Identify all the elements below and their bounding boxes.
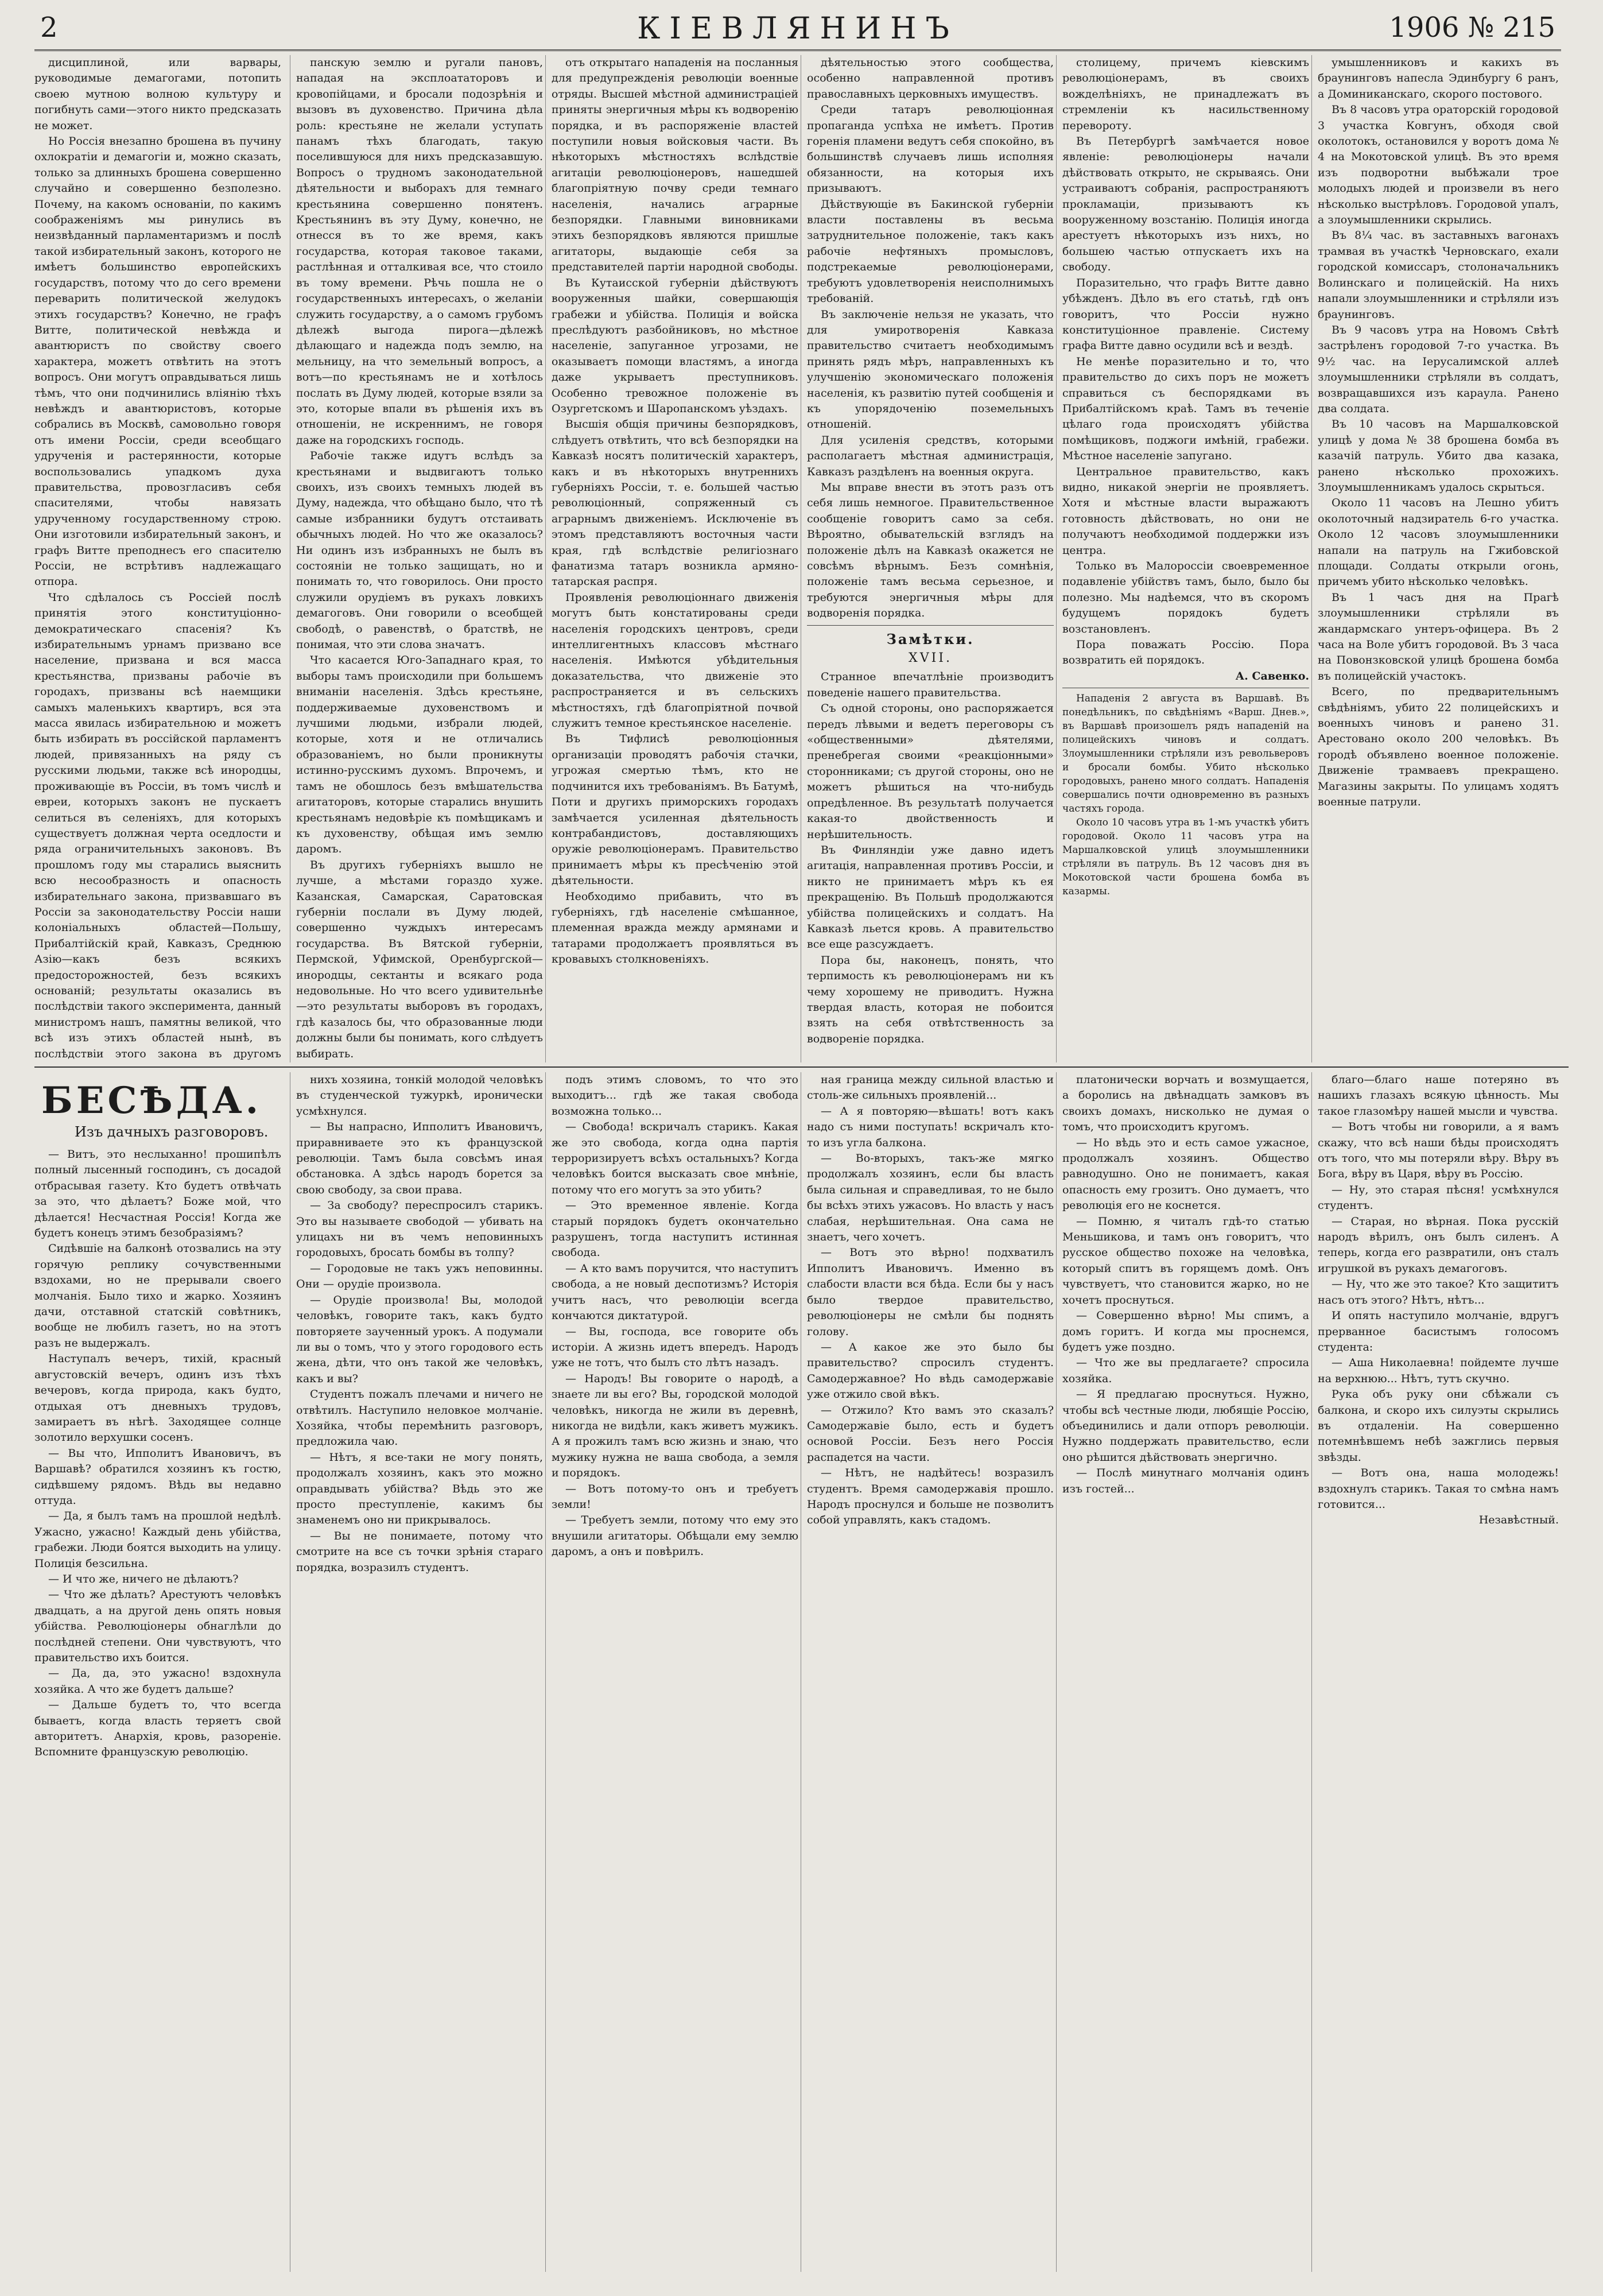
paragraph: Необходимо прибавить, что въ губерніяхъ, гдѣ населеніе смѣшанное, племенная вражда между армянами и татарами продолжаетъ проявляться въ кровавыхъ столкновеніяхъ.	[552, 890, 798, 966]
paragraph: Только въ Малороссіи своевременное подавленіе убійствъ тамъ, было, было бы полезно. Мы надѣемся, что въ скоромъ будущемъ порядокъ будетъ возстановленъ.	[1062, 560, 1309, 635]
author-signature: Незавѣстный.	[1478, 1514, 1559, 1527]
paragraph: Въ Финляндіи уже давно идетъ агитація, направленная противъ Россіи, и никто не принимаетъ мѣръ къ ея прекращенію. Въ Польшѣ продолжаются убійства полицейскихъ и солдатъ. На Кавказѣ льется кровь. А правительство все еще разсуждаетъ.	[807, 843, 1054, 951]
paragraph: — Вотъ чтобы ни говорили, а я вамъ скажу, что всѣ наши бѣды происходятъ отъ того, что мы потеряли вѣру. Вѣру въ Бога, вѣру въ Царя, вѣру въ Россію.	[1318, 1120, 1559, 1181]
paragraph: — Вы напрасно, Ипполитъ Ивановичъ, приравниваете это къ французской революціи. Тамъ была совсѣмъ иная обстановка. А здѣсь народъ борется за свою свободу, за свои права.	[296, 1120, 543, 1196]
paragraph: дѣятельностью этого сообщества, особенно направленной противъ православныхъ церковныхъ имуществъ.	[807, 56, 1054, 100]
paragraph: — Совершенно вѣрно! Мы спимъ, а домъ горитъ. И когда мы проснемся, будетъ уже поздно.	[1062, 1309, 1309, 1353]
paragraph: отъ открытаго нападенія на посланныя для предупрежденія революціи военные отряды. Высшей мѣстной администраціей приняты энергичныя мѣры къ водворенію порядка, и въ распоряженіе властей поступили новыя войсковыя части. Въ нѣкоторыхъ мѣстностяхъ вслѣдствіе агитаціи революціонеровъ, нашедшей благопріятную почву среди темнаго населенія, начались аграрные безпорядки. Главными виновниками этихъ безпорядковъ являются пришлые агитаторы, выдающіе себя за представителей партіи народной свободы.	[552, 56, 798, 274]
paragraph: — Отжило? Кто вамъ это сказалъ? Самодержавіе было, есть и будетъ основой Россіи. Безъ него Россія распадется на части.	[807, 1403, 1054, 1464]
notice-paragraph: Около 10 часовъ утра въ 1-мъ участкѣ убитъ городовой. Около 11 часовъ утра на Маршалковской улицѣ злоумышленники стрѣляли въ патруль. Въ 12 часовъ дня въ Мокотовской части брошена бомба въ казармы.	[1062, 817, 1309, 898]
paragraph: — Народъ! Вы говорите о народѣ, а знаете ли вы его? Вы, городской молодой человѣкъ, никогда не жили въ деревнѣ, никогда не видѣли, какъ живетъ мужикъ. А я прожилъ тамъ всю жизнь и знаю, что мужику нужна не ваша свобода, а земля и порядокъ.	[552, 1372, 798, 1480]
paragraph: умышленниковъ и какихъ въ браунинговъ напесла Эдинбургу 6 ранъ, а Доминиканскаго, скорого постового.	[1318, 56, 1559, 100]
paragraph: Для усиленія средствъ, которыми располагаетъ мѣстная администрація, Кавказъ раздѣленъ на военныя округа.	[807, 433, 1054, 478]
paragraph: — Ну, что же это такое? Кто защититъ насъ отъ этого? Нѣтъ, нѣтъ...	[1318, 1278, 1559, 1306]
paragraph: — За свободу? переспросилъ старикъ. Это вы называете свободой — убивать на улицахъ ни въ чемъ неповинныхъ городовыхъ, бросать бомбы въ толпу?	[296, 1199, 543, 1259]
paragraph: Въ Петербургѣ замѣчается новое явленіе: революціонеры начали дѣйствовать открыто, не скрываясь. Они устраиваютъ собранія, распространяютъ прокламаціи, призываютъ къ вооруженному возстанію. Полиція иногда арестуетъ нѣкоторыхъ изъ нихъ, но большею частью отпускаетъ ихъ на свободу.	[1062, 135, 1309, 274]
paragraph: — Свобода! вскричалъ старикъ. Какая же это свобода, когда одна партія терроризируетъ всѣхъ остальныхъ? Когда человѣкъ боится высказать свое мнѣніе, потому что его могутъ за это убить?	[552, 1120, 798, 1196]
paragraph: Среди татаръ революціонная пропаганда успѣха не имѣетъ. Против горенія пламени ведутъ себя спокойно, въ большинствѣ случаевъ лишь исполняя обязанности, на которыя ихъ призываютъ.	[807, 103, 1054, 195]
paragraph: Рука объ руку они сбѣжали съ балкона, и скоро ихъ силуэты скрылись въ отдаленіи. На совершенно потемнѣвшемъ небѣ зажглись первыя звѣзды.	[1318, 1388, 1559, 1464]
feuilleton-title: БЕСѢДА.	[41, 1079, 262, 1122]
paragraph: — Нѣтъ, не надѣйтесь! возразилъ студентъ. Время самодержавія прошло. Народъ проснулся и больше не позволитъ собой управлять, какъ стадомъ.	[807, 1467, 1054, 1527]
newspaper-header	[34, 11, 1561, 51]
paragraph: Мы вправе внести въ этотъ разъ отъ себя лишь немногое. Правительственное сообщеніе говоритъ само за себя. Вѣроятно, обывательскій взглядъ на положеніе дѣлъ на Кавказѣ окажется не совсѣмъ вѣрнымъ. Безъ сомнѣнія, положеніе тамъ весьма серьезное, и требуются энергичныя мѣры для водворенія порядка.	[807, 480, 1054, 620]
paragraph: панскую землю и ругали пановъ, нападая на эксплоататоровъ и кровопійцами, и бросали подозрѣнія и вызовъ въ духовенство. Причина дѣла роль: крестьяне не желали уступать панамъ тѣхъ благодать, такую поселившуюся для нихъ предсказавшую. Вопросъ о трудномъ законодательной дѣятельности и выборахъ для темнаго крестьянина совершенно понятенъ. Крестьянинъ въ эту Думу, конечно, не отнесся въ то же время, какъ государства, которая таковое таками, растлѣнная и отталкивая все, что стоило въ тому времени. Рѣчь пошла не о государственныхъ интересахъ, о желаніи служить государству, а о самомъ грубомъ дѣлежѣ выгода пирога—дѣлежѣ дѣлающаго и надежда подъ землю, на мельницу, на что земельный вопросъ, а вотъ—по крестьянамъ не и хотѣлось послать въ Думу людей, которые взяли за это, которые впали въ рѣшенія ихъ въ отношеніи, не искреннимъ, не говоря даже на городскихъ господь.	[296, 56, 543, 447]
paragraph: — И что же, ничего не дѣлаютъ?	[48, 1572, 239, 1585]
paragraph: Въ 8¼ час. въ заставныхъ вагонахъ трамвая въ участкѣ Черновскаго, ехали городской комиссаръ, столоначальникъ Волинскаго и полицейскій. На нихъ напали злоумышленники и стрѣляли изъ браунинговъ.	[1318, 229, 1559, 321]
paragraph: — Вотъ она, наша молодежь! вздохнулъ старикъ. Такая то смѣна намъ готовится...	[1318, 1467, 1559, 1511]
paragraph: — Нѣтъ, я все-таки не могу понять, продолжалъ хозяинъ, какъ это можно оправдывать убійства? Вѣдь это же просто преступленіе, какимъ бы знаменемъ оно ни прикрывалось.	[296, 1450, 543, 1527]
paragraph: Не менѣе поразительно и то, что правительство до сихъ поръ не можетъ справиться съ беспорядками въ Прибалтійскомъ краѣ. Тамъ въ теченіе цѣлаго года происходятъ убійства помѣщиковъ, поджоги имѣній, грабежи. Мѣстное населеніе запугано.	[1062, 355, 1309, 463]
feuilleton-column-1	[34, 1147, 281, 2272]
paragraph: — Послѣ минутнаго молчанія одинъ изъ гостей...	[1062, 1467, 1309, 1495]
paragraph: — Что же дѣлать? Арестуютъ человѣкъ двадцать, а на другой день опять новыя убійства. Революціонеры обнаглѣли до послѣдней степени. Они чувствуютъ, что правительство ихъ боится.	[34, 1588, 281, 1664]
paragraph: — Это временное явленіе. Когда старый порядокъ будетъ окончательно разрушенъ, тогда наступитъ истинная свобода.	[552, 1199, 798, 1259]
paragraph: Рабочіе также идутъ вслѣдъ за крестьянами и выдвигаютъ только своихъ, изъ своихъ темныхъ людей въ Думу, надежда, что обѣщано было, что тѣ самые избранники будутъ отстаивать обычныхъ людей. Но что же оказалось? Ни одинъ изъ избранныхъ не былъ въ состояніи не только защищать, но и понимать то, что говорилось. Они просто служили орудіемъ въ рукахъ ловкихъ демагоговъ. Они говорили о всеобщей свободѣ, о равенствѣ, о братствѣ, не понимая, что эти слова значатъ.	[296, 449, 543, 651]
paragraph: Дѣйствующіе въ Бакинской губерніи власти поставлены въ весьма затруднительное положеніе, такъ какъ рабочіе нефтяныхъ промысловъ, подстрекаемые революціонерами, требуютъ удовлетворенія неисполнимыхъ требованій.	[807, 197, 1054, 305]
paragraph: — А я повторяю—вѣшать! вотъ какъ надо съ ними поступать! вскричалъ кто-то изъ угла балкона.	[807, 1104, 1054, 1149]
paragraph: — Помню, я читалъ гдѣ-то статью Меньшикова, и тамъ онъ говоритъ, что русское общество похоже на человѣка, который спитъ въ горящемъ домѣ. Онъ чувствуетъ, что становится жарко, но не хочетъ проснуться.	[1062, 1215, 1309, 1306]
paragraph: Пора бы, наконецъ, понять, что терпимость къ революціонерамъ ни къ чему хорошему не приводитъ. Нужна твердая власть, которая не побоится взять на себя отвѣтственность за водвореніе порядка.	[807, 953, 1054, 1045]
paragraph: — Старая, но вѣрная. Пока русскій народъ вѣрилъ, онъ былъ силенъ. А теперь, когда его развратили, онъ сталъ игрушкой въ рукахъ демагоговъ.	[1318, 1215, 1559, 1275]
paragraph: И опять наступило молчаніе, вдругъ прерванное басистымъ голосомъ студента:	[1318, 1309, 1559, 1353]
paragraph: Въ Кутаисской губерніи дѣйствуютъ вооруженныя шайки, совершающія грабежи и убійства. Полиція и войска преслѣдуютъ разбойниковъ, но мѣстное населеніе, запуганное угрозами, не оказываетъ помощи властямъ, а иногда даже укрываетъ преступниковъ. Особенно тревожное положеніе въ Озургетскомъ и Шаропанскомъ уѣздахъ.	[552, 276, 798, 415]
issue-number: 1906 № 215	[1389, 11, 1555, 44]
paragraph: Въ другихъ губерніяхъ вышло не лучше, а мѣстами гораздо хуже. Казанская, Самарская, Саратовская губерніи послали въ Думу людей, совершенно чуждыхъ интересамъ государства. Въ Вятской губерніи, Пермской, Уфимской, Оренбургской—инородцы, сектанты и всякаго рода недовольные. Но что всего удивительнѣе—это результаты выборовъ въ городахъ, гдѣ казалось бы, что образованные люди должны были бы понимать, кого слѣдуетъ выбирать.	[296, 858, 543, 1060]
feuilleton-column-6	[1311, 1072, 1559, 2272]
paragraph: — Орудіе произвола! Вы, молодой человѣкъ, говорите такъ, какъ будто повторяете заученный урокъ. А подумали ли вы о томъ, что у этого городового есть жена, дѣти, что онъ такой же человѣкъ, какъ и вы?	[296, 1293, 543, 1385]
paragraph: — Что же вы предлагаете? спросила хозяйка.	[1062, 1356, 1309, 1385]
paragraph: Въ 8 часовъ утра ораторскій городовой 3 участка Ковгунъ, обходя свой околотокъ, остановился у воротъ дома № 4 на Мокотовской улицѣ. Въ это время изъ подворотни выбѣжали трое молодыхъ людей и произвели въ него нѣсколько выстрѣловъ. Городовой упалъ, а злоумышленники скрылись.	[1318, 103, 1559, 227]
paragraph: подъ этимъ словомъ, то что это выходитъ... гдѣ же такая свобода возможна только...	[552, 1073, 798, 1118]
paragraph: — Городовые не такъ ужъ неповинны. Они — орудіе произвола.	[296, 1262, 543, 1291]
feuilleton-column-3	[545, 1072, 798, 2272]
paragraph: Въ заключеніе нельзя не указать, что для умиротворенія Кавказа правительство считаетъ необходимымъ принять рядъ мѣръ, направленныхъ къ улучшенію экономическаго положенія населенія, къ развитію путей сообщенія и къ упорядоченію поземельныхъ отношеній.	[807, 308, 1054, 431]
paragraph: — Но вѣдь это и есть самое ужасное, продолжалъ хозяинъ. Общество равнодушно. Оно не понимаетъ, какая опасность ему грозитъ. Оно думаетъ, что революція его не коснется.	[1062, 1136, 1309, 1212]
column-2	[290, 55, 543, 1062]
paragraph: — А кто вамъ поручится, что наступитъ свобода, а не новый деспотизмъ? Исторія учитъ насъ, что революціи всегда кончаются диктатурой.	[552, 1262, 798, 1322]
paragraph: дисциплиной, или варвары, руководимые демагогами, потопить своею мутною волною культуру и погибнуть сами—этого никто предсказать не может.	[34, 56, 281, 132]
upper-columns	[34, 55, 1569, 1062]
paragraph: — Да, я былъ тамъ на прошлой недѣлѣ. Ужасно, ужасно! Каждый день убійства, грабежи. Люди боятся выходить на улицу. Полиція безсильна.	[34, 1510, 281, 1570]
paragraph: — Да, да, это ужасно! вздохнула хозяйка. А что же будетъ дальше?	[34, 1667, 281, 1696]
paragraph: Поразительно, что графъ Витте давно убѣжденъ. Дѣло въ его статьѣ, гдѣ онъ говоритъ, что Россіи нужно конституціонное правленіе. Систему графа Витте давно осудили всѣ и вездѣ.	[1062, 276, 1309, 352]
paragraph: Высшія общія причины безпорядковъ, слѣдуетъ отвѣтить, что всѣ безпорядки на Кавказѣ носятъ политическій характеръ, какъ и въ нѣкоторыхъ внутреннихъ губерніяхъ Россіи, т. е. большей частью революціонный, сопряженный съ аграрнымъ движеніемъ. Исключеніе въ этомъ представляютъ восточныя части края, гдѣ вслѣдствіе религіознаго фанатизма татаръ возникла армяно-татарская распря.	[552, 418, 798, 588]
paragraph: Съ одной стороны, оно распоряжается передъ лѣвыми и ведетъ переговоры съ «общественными» дѣятелями, пренебрегая своими «реакціонными» сторонниками; съ другой стороны, оно не можетъ рѣшиться на что-нибудь опредѣленное. Въ результатѣ получается какая-то двойственность и нерѣшительность.	[807, 702, 1054, 841]
paragraph: — Ну, это старая пѣсня! усмѣхнулся студентъ.	[1318, 1183, 1559, 1212]
paragraph: благо—благо наше потеряно въ нашихъ глазахъ всякую цѣнность. Мы такое глазомѣру нашей мысли и чувства.	[1318, 1073, 1559, 1118]
paragraph: Проявленія революціоннаго движенія могутъ быть констатированы среди населенія городскихъ центровъ, среди интеллигентныхъ классовъ мѣстнаго населенія. Имѣются убѣдительныя доказательства, что движеніе это распространяется и въ сельскихъ мѣстностяхъ, гдѣ благопріятной почвой служитъ темное крестьянское населеніе.	[552, 591, 798, 730]
paragraph: — Я предлагаю проснуться. Нужно, чтобы всѣ честные люди, любящіе Россію, объединились и дали отпоръ революціи. Нужно поддержать правительство, если оно рѣшится дѣйствовать энергично.	[1062, 1388, 1309, 1464]
paragraph: — Вотъ потому-то онъ и требуетъ земли!	[552, 1482, 798, 1511]
feuilleton-subtitle: Изъ дачныхъ разговоровъ.	[75, 1124, 269, 1140]
paragraph: Наступалъ вечеръ, тихій, красный августовскій вечеръ, одинъ изъ тѣхъ вечеровъ, когда природа, какъ будто, отдыхая отъ дневныхъ трудовъ, замираетъ въ нѣгѣ. Заходящее солнце золотило верхушки сосенъ.	[34, 1352, 281, 1444]
lower-columns	[34, 1072, 1569, 2278]
paragraph: Въ 10 часовъ на Маршалковской улицѣ у дома № 38 брошена бомба въ казачій патруль. Убито два казака, ранено нѣсколько прохожихъ. Злоумышленникамъ удалось скрыться.	[1318, 418, 1559, 494]
paragraph: Въ Тифлисѣ революціонныя организаціи проводятъ рабочія стачки, угрожая смертью тѣмъ, кто не подчинится ихъ требованіямъ. Въ Батумѣ, Поти и другихъ приморскихъ городахъ замѣчается усиленная дѣятельность контрабандистовъ, доставляющихъ оружіе революціонерамъ. Правительство принимаетъ мѣры къ пресѣченію этой дѣятельности.	[552, 732, 798, 887]
paragraph: Въ 1 часъ дня на Прагѣ злоумышленники стрѣляли въ жандармскаго унтеръ-офицера. Въ 2 часа на Воле убитъ городовой. Въ 3 часа на Повонзковской улицѣ брошена бомба въ полицейскій участокъ.	[1318, 591, 1559, 682]
paragraph: — А какое же это было бы правительство? спросилъ студентъ. Самодержавное? Но вѣдь самодержавіе уже отжило свой вѣкъ.	[807, 1340, 1054, 1401]
feuilleton-column-4	[801, 1072, 1054, 2272]
paragraph: Сидѣвшіе на балконѣ отозвались на эту горячую реплику сочувственными вздохами, но не прерывали своего молчанія. Было тихо и жарко. Хозяинъ дачи, отставной статскій совѣтникъ, вообще не любилъ газетъ, но на этотъ разъ не выдержалъ.	[34, 1242, 281, 1349]
paragraph: Но Россія внезапно брошена въ пучину охлократіи и демагогіи и, можно сказать, только за длинныхъ брошена совершенно случайно и совершенно безполезно. Почему, на какомъ основаніи, по какимъ соображеніямъ мы ринулись въ неизвѣданный парламентаризмъ и послѣ такой избирательный законъ, которого не имѣетъ большинство европейскихъ государствъ, потому что до сего времени переварить политической желудокъ этихъ государствъ? Конечно, не графъ Витте, политической невѣжда и авантюристъ по свойству своего характера, можетъ отвѣтить на этотъ вопросъ. Они могутъ оправдываться лишь тѣмъ, что они подчинились вліянію тѣхъ невѣждъ и авантюристовъ, которые собрались въ Москвѣ, самовольно говоря отъ имени Россіи, среди всеобщаго удрученія и растерянности, которые воспользовались упадкомъ духа правительства, провозгласивъ себя спасителями, чтобы навязать удрученному государственному строю. Они изготовили избирательный законъ, и графъ Витте преподнесъ его спасителю Россіи, не встрѣтивъ надлежащаго отпора.	[34, 135, 281, 588]
signature: А. Савенко.	[1235, 669, 1309, 682]
paragraph: Пора поважать Россію. Пора возвратить ей порядокъ.	[1062, 638, 1309, 667]
paragraph: столицему, причемъ кіевскимъ революціонерамъ, въ своихъ вожделѣніяхъ, не принадлежатъ въ стремленіи къ насильственному перевороту.	[1062, 56, 1309, 132]
column-6	[1311, 55, 1559, 1062]
paragraph: — Требуетъ земли, потому что ему это внушили агитаторы. Обѣщали ему землю даромъ, а онъ и повѣрилъ.	[552, 1514, 798, 1558]
paragraph: платонически ворчать и возмущается, а боролись на двѣнадцать замковъ въ своихъ домахъ, нисколько не думая о томъ, что происходитъ кругомъ.	[1062, 1073, 1309, 1134]
paragraph: Около 11 часовъ на Лешно убитъ околоточный надзиратель 6-го участка. Около 12 часовъ злоумышленники напали на патруль на Гжибовской площади. Солдаты открыли огонь, причемъ убито нѣсколько человѣкъ.	[1318, 497, 1559, 588]
paragraph: Что сдѣлалось съ Россіей послѣ принятія этого конституціонно-демократическаго спасенія? Къ избирательнымъ урнамъ призвано все население, призвана и вся масса крестьянства, призваны рабочіе въ городахъ, призваны всѣ наемщики самыхъ маленькихъ квартиръ, вся эта масса явилась избирательною и можетъ быть избирать въ россійской парламентъ людей, привязанныхъ на ряду съ русскими людьми, также всѣ инородцы, проживающіе въ Россіи, въ томъ числѣ и евреи, которыхъ законъ не пускаетъ селиться въ селеніяхъ, для которыхъ существуетъ должная черта оседлости и ряда ограничительныхъ законовъ. Въ прошломъ году мы старались выяснить всю несообразность и опасность избирательнаго закона, призвавшаго въ Россіи за законодательству Россіи наши колоніальныхъ областей—Польшу, Прибалтійскій край, Кавказъ, Среднюю Азію—какъ безъ всякихъ предосторожностей, безъ всякихъ основаній; результаты оказались въ послѣдствіи такого эксперимента, данный министромъ нашъ, памятны великой, что всѣ изъ этихъ областей нынѣ, въ послѣдствіи этого закона въ другомъ	[34, 591, 281, 1060]
paragraph: — Аша Николаевна! пойдемте лучше на верхнюю... Нѣтъ, тутъ скучно.	[1318, 1356, 1559, 1385]
paragraph: — Вы, господа, все говорите объ исторіи. А жизнь идетъ впередъ. Народъ уже не тотъ, что былъ сто лѣтъ назадъ.	[552, 1325, 798, 1370]
column-3	[545, 55, 798, 1062]
page-number: 2	[40, 11, 58, 44]
feuilleton-divider	[34, 1066, 1569, 1068]
paragraph: нихъ хозяина, тонкій молодой человѣкъ въ студенческой тужуркѣ, иронически усмѣхнулся.	[296, 1073, 543, 1118]
paragraph: — Витъ, это неслыханно! прошипѣлъ полный лысенный господинъ, съ досадой отбрасывая газету. Кто будетъ отвѣчать за это, что дѣлаетъ? Боже мой, что дѣлается! Несчастная Россія! Когда же будетъ конецъ этимъ безобразіямъ?	[34, 1148, 281, 1240]
section-number: XVII.	[909, 651, 952, 666]
paragraph: Студентъ пожалъ плечами и ничего не отвѣтилъ. Наступило неловкое молчаніе. Хозяйка, чтобы перемѣнить разговоръ, предложила чаю.	[296, 1388, 543, 1448]
paragraph: — Дальше будетъ то, что всегда бываетъ, когда власть теряетъ свой авторитетъ. Анархія, кровь, разореніе. Вспомните французскую революцію.	[34, 1698, 281, 1759]
column-1	[34, 55, 281, 1062]
masthead: КІЕВЛЯНИНЪ	[637, 11, 958, 46]
paragraph: — Вотъ это вѣрно! подхватилъ Ипполитъ Ивановичъ. Именно въ слабости власти вся бѣда. Если бы у насъ было твердое правительство, революціонеры не смѣли бы поднять голову.	[807, 1246, 1054, 1338]
paragraph: Центральное правительство, какъ видно, никакой энергіи не проявляетъ. Хотя и мѣстные власти выражаютъ готовность дѣйствовать, но они не получаютъ необходимой поддержки изъ центра.	[1062, 465, 1309, 557]
paragraph: — Во-вторыхъ, такъ-же мягко продолжалъ хозяинъ, если бы власть была сильная и справедливая, то не было бы всѣхъ этихъ ужасовъ. Но власть у насъ слабая, нерѣшительная. Она сама не знаетъ, чего хочетъ.	[807, 1152, 1054, 1244]
paragraph: Что касается Юго-Западнаго края, то выборы тамъ происходили при большемъ вниманіи населенія. Здѣсь крестьяне, поддерживаемые духовенствомъ и лучшими людьми, избрали людей, которые, хотя и не отличались образованіемъ, но были проникнуты истинно-русскимъ духомъ. Впрочемъ, и тамъ не обошлось безъ вмѣшательства агитаторовъ, которые старались внушить крестьянамъ недовѣріе къ помѣщикамъ и къ духовенству, обѣщая имъ землю даромъ.	[296, 654, 543, 856]
paragraph: — Вы что, Ипполитъ Ивановичъ, въ Варшавѣ? обратился хозяинъ къ гостю, сидѣвшему рядомъ. Вѣдь вы недавно оттуда.	[34, 1446, 281, 1507]
paragraph: Въ 9 часовъ утра на Новомъ Свѣтѣ застрѣленъ городовой 7-го участка. Въ 9½ час. на Іерусалимской аллеѣ злоумышленники стрѣляли въ солдатъ, возвращавшихся изъ караула. Ранено два солдата.	[1318, 323, 1559, 415]
section-heading: Замѣтки.	[886, 630, 975, 647]
column-4	[801, 55, 1054, 1062]
paragraph: Всего, по предварительнымъ свѣдѣніямъ, убито 22 полицейскихъ и военныхъ чиновъ и ранено 31. Арестовано около 200 человѣкъ. Въ городѣ объявлено военное положеніе. Движеніе трамваевъ прекращено. Магазины закрыты. По улицамъ ходятъ военные патрули.	[1318, 685, 1559, 809]
column-5	[1056, 55, 1309, 1062]
notice-paragraph: Нападенія 2 августа въ Варшавѣ. Въ понедѣльникъ, по свѣдѣніямъ «Варш. Днев.», въ Варшавѣ произошелъ рядъ нападеній на полицейскихъ чиновъ и солдатъ. Злоумышленники стрѣляли изъ револьверовъ и бросали бомбы. Убито нѣсколько городовыхъ, ранено много солдатъ. Нападенія совершались почти одновременно въ разныхъ частяхъ города.	[1062, 693, 1309, 815]
paragraph: Странное впечатлѣніе производитъ поведеніе нашего правительства.	[807, 670, 1054, 699]
feuilleton-column-2	[290, 1072, 543, 2272]
feuilleton-column-5	[1056, 1072, 1309, 2272]
paragraph: ная граница между сильной властью и столь-же сильныхъ проявленій...	[807, 1073, 1054, 1102]
divider	[807, 625, 1054, 626]
paragraph: — Вы не понимаете, потому что смотрите на все съ точки зрѣнія стараго порядка, возразилъ студентъ.	[296, 1529, 543, 1574]
